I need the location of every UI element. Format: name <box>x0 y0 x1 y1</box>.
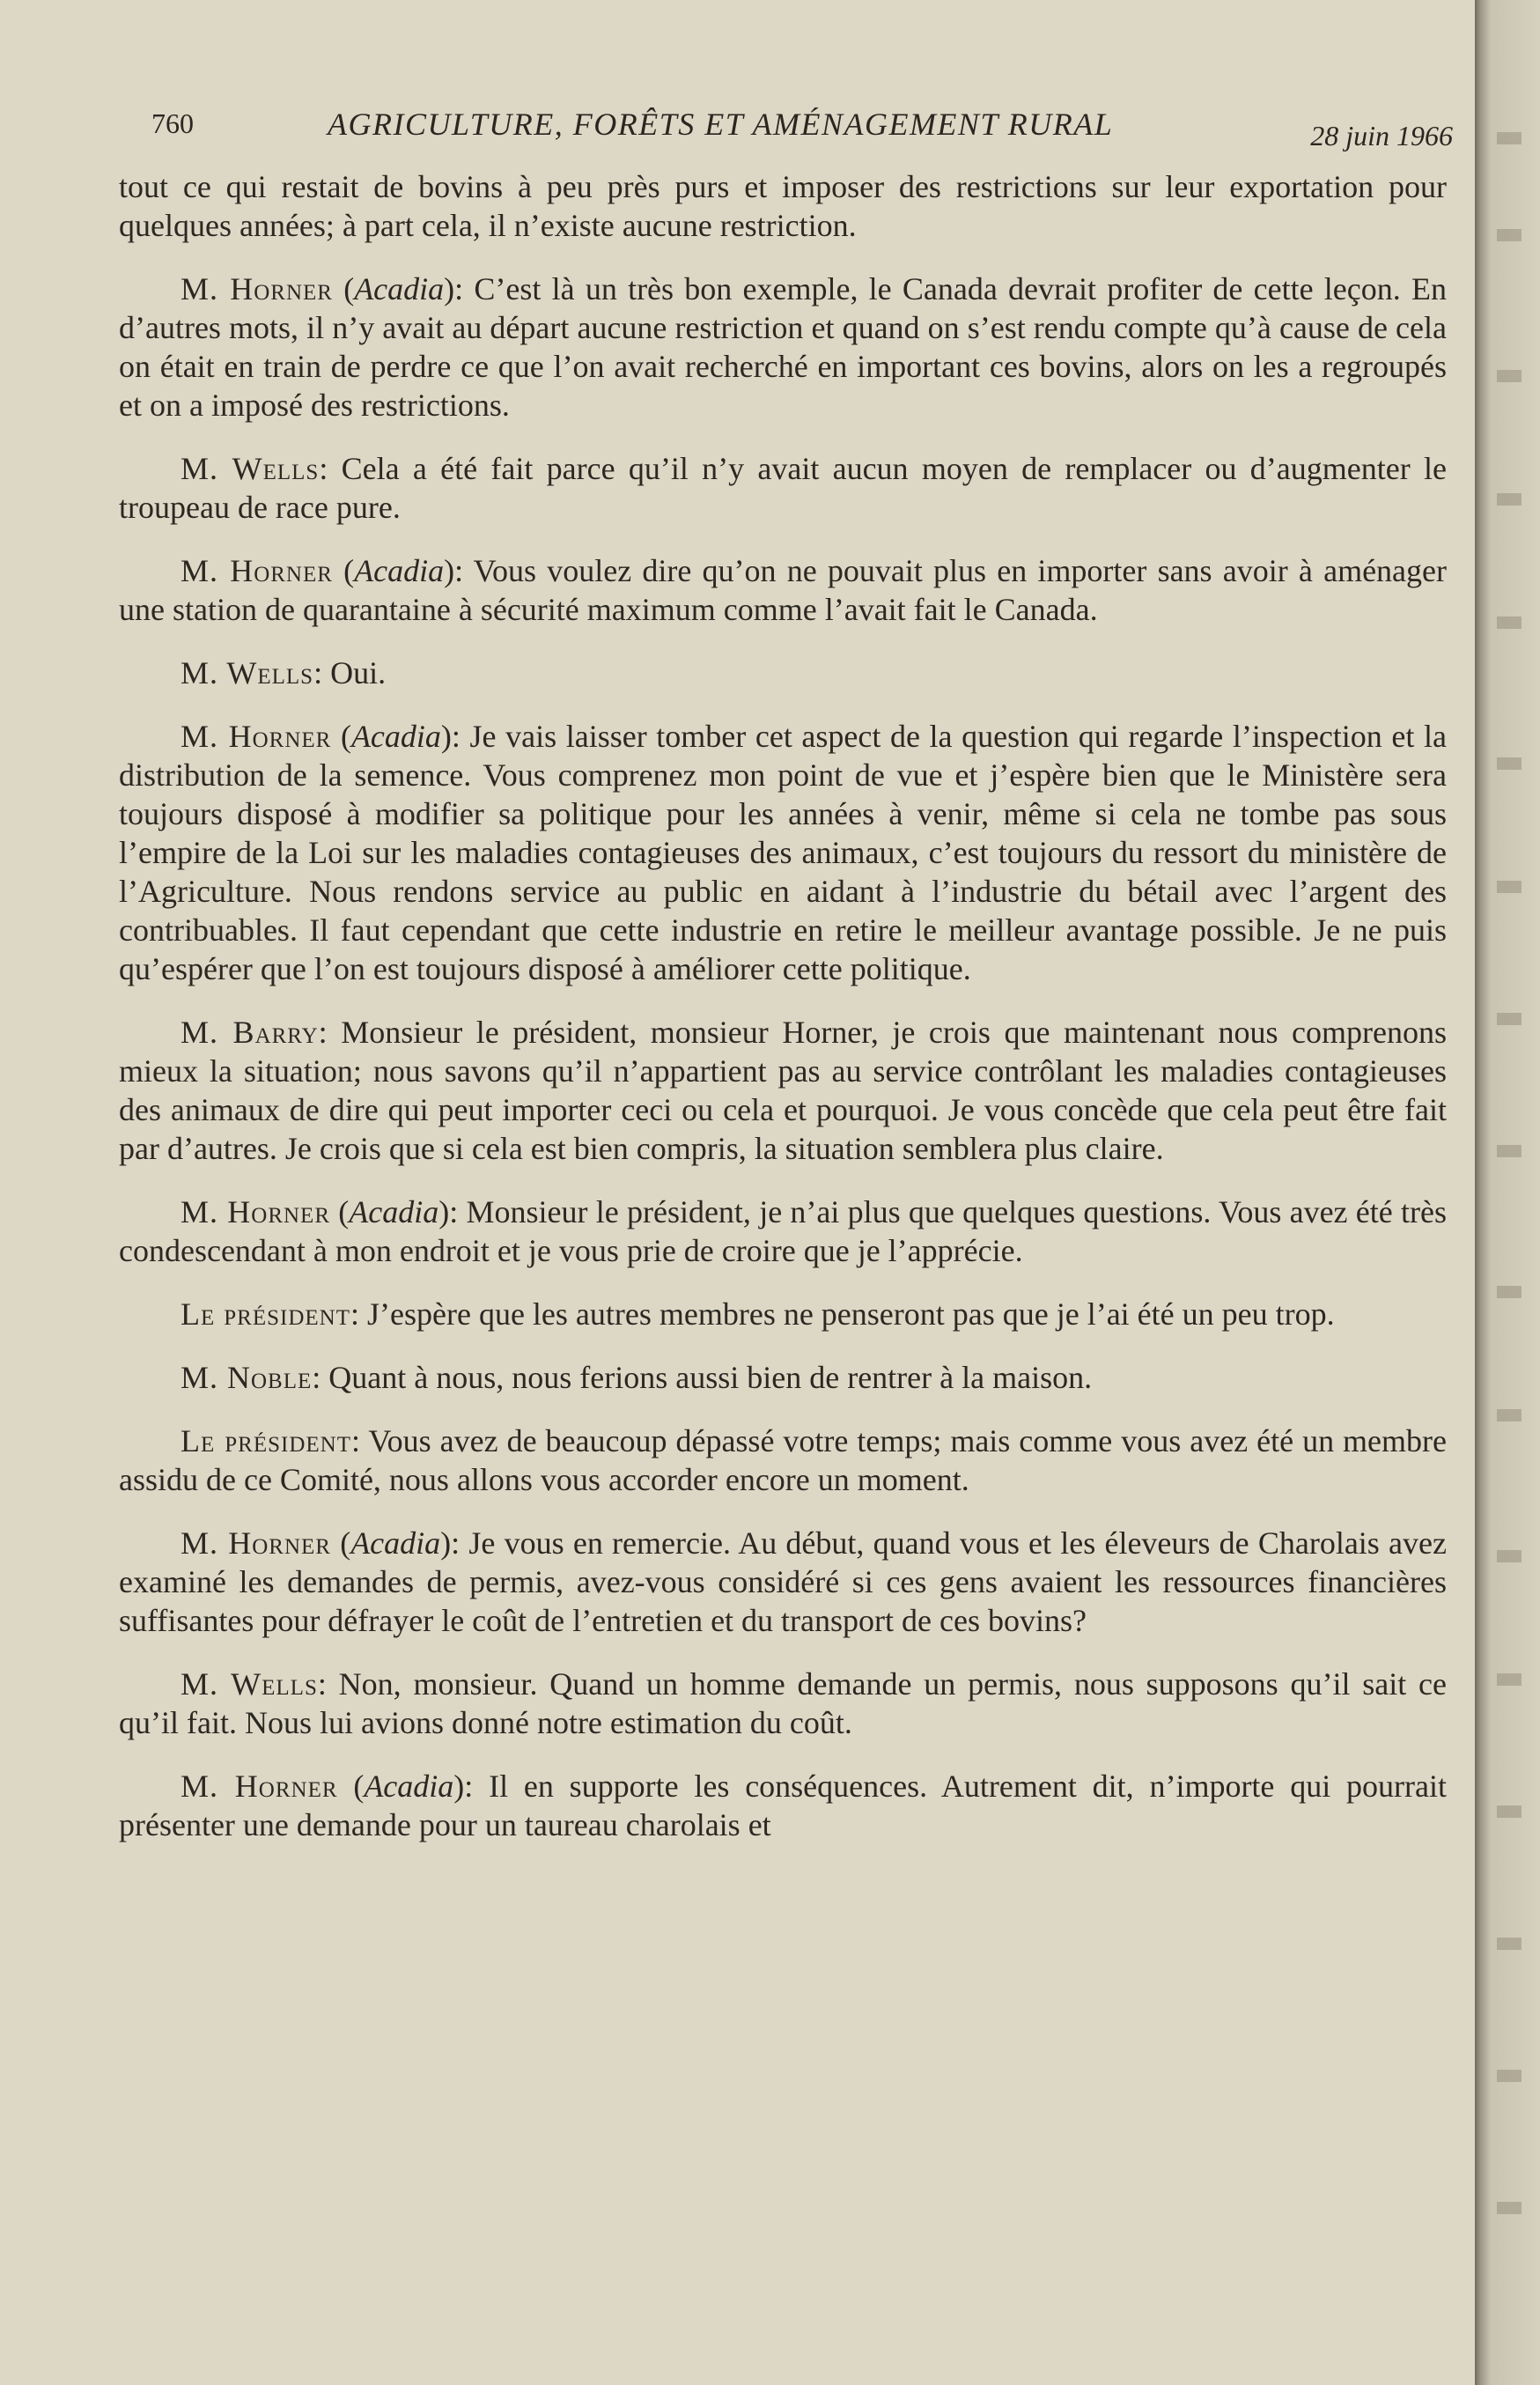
speaker-name: M. Wells <box>181 1666 318 1702</box>
bleed-through-mark <box>1497 1145 1522 1157</box>
speaker-name: Le président <box>181 1423 351 1458</box>
bleed-through-mark <box>1497 1409 1522 1421</box>
bleed-through-mark <box>1497 1013 1522 1025</box>
speaker-name: M. Horner <box>181 1525 331 1561</box>
paragraph-text: Je vous en remercie. Au début, quand vous et les éleveurs de Charolais avez examiné les demandes de permis, avez-vous considéré si ces gens avaient les ressources financières suffisantes pour défrayer le coût de l’entretien et du transport de ces bovins? <box>119 1525 1447 1638</box>
transcript-paragraph: M. Wells: Oui. <box>181 655 387 690</box>
transcript-paragraph: M. Horner (Acadia): Monsieur le président, je n’ai plus que quelques questions. Vous avez été très condescendant à mon endroit et je vous prie de croire que je l’apprécie. <box>119 1194 1447 1268</box>
paragraph-text: J’espère que les autres membres ne penseront pas que je l’ai été un peu trop. <box>367 1296 1335 1332</box>
bleed-through-mark <box>1497 1673 1522 1686</box>
bleed-through-mark <box>1497 132 1522 144</box>
paragraph-text: Monsieur le président, je n’ai plus que quelques questions. Vous avez été très condescendant à mon endroit et je vous prie de croire que je l’apprécie. <box>119 1194 1447 1268</box>
speaker-name: M. Noble <box>181 1360 313 1395</box>
transcript-paragraph: M. Noble: Quant à nous, nous ferions aussi bien de rentrer à la maison. <box>181 1360 1093 1395</box>
speaker-riding: Acadia <box>354 553 445 588</box>
speaker-name: M. Barry <box>181 1015 319 1050</box>
speaker-name: M. Wells <box>181 655 314 690</box>
transcript-paragraph: M. Wells: Non, monsieur. Quand un homme demande un permis, nous supposons qu’il sait ce qu’il fait. Nous lui avions donné notre estimation du coût. <box>119 1666 1447 1740</box>
transcript-paragraph: M. Horner (Acadia): C’est là un très bon exemple, le Canada devrait profiter de cette leçon. En d’autres mots, il n’y avait au départ aucune restriction et quand on s’est rendu compte qu’à cause de cela on était en train de perdre ce que l’on avait recherché en important ces bovins, alors on les a regroupés et on a imposé des restrictions. <box>119 271 1447 423</box>
paragraph-text: Je vais laisser tomber cet aspect de la question qui regarde l’inspection et la distribution de la semence. Vous comprenez mon point de vue et j’espère bien que le Ministère sera toujours disposé à modifier sa politique pour les années à venir, même si cela ne tombe pas sous l’empire de la Loi sur les maladies contagieuses des animaux, c’est toujours du ressort du ministère de l’Agriculture. Nous rendons service au public en aidant à l’industrie du bétail avec l’argent des contribuables. Il faut cependant que cette industrie en retire le meilleur avantage possible. Je ne puis qu’espérer que l’on est toujours disposé à améliorer cette politique. <box>119 719 1447 986</box>
speaker-riding: Acadia <box>350 1525 441 1561</box>
paragraph-text: Quant à nous, nous ferions aussi bien de rentrer à la maison. <box>328 1360 1093 1395</box>
transcript-paragraph: M. Wells: Cela a été fait parce qu’il n’y avait aucun moyen de remplacer ou d’augmenter le troupeau de race pure. <box>119 451 1447 525</box>
speaker-riding: Acadia <box>364 1768 454 1804</box>
bleed-through-mark <box>1497 1286 1522 1298</box>
transcript-paragraph: Le président: J’espère que les autres membres ne penseront pas que je l’ai été un peu trop. <box>181 1296 1335 1332</box>
transcript-paragraph: Le président: Vous avez de beaucoup dépassé votre temps; mais comme vous avez été un membre assidu de ce Comité, nous allons vous accorder encore un moment. <box>119 1423 1447 1497</box>
bleed-through-mark <box>1497 757 1522 770</box>
transcript-paragraph: M. Horner (Acadia): Je vais laisser tomber cet aspect de la question qui regarde l’inspection et la distribution de la semence. Vous comprenez mon point de vue et j’espère bien que le Ministère sera toujours disposé à modifier sa politique pour les années à venir, même si cela ne tombe pas sous l’empire de la Loi sur les maladies contagieuses des animaux, c’est toujours du ressort du ministère de l’Agriculture. Nous rendons service au public en aidant à l’industrie du bétail avec l’argent des contribuables. Il faut cependant que cette industrie en retire le meilleur avantage possible. Je ne puis qu’espérer que l’on est toujours disposé à améliorer cette politique. <box>119 719 1447 986</box>
speaker-name: Le président <box>181 1296 350 1332</box>
paragraph-text: Cela a été fait parce qu’il n’y avait aucun moyen de remplacer ou d’augmenter le troupeau de race pure. <box>119 451 1447 525</box>
speaker-riding: Acadia <box>349 1194 439 1229</box>
bleed-through-mark <box>1497 229 1522 241</box>
speaker-name: M. Horner <box>181 271 333 306</box>
paragraph-text: Vous voulez dire qu’on ne pouvait plus en importer sans avoir à aménager une station de quarantaine à sécurité maximum comme l’avait fait le Canada. <box>119 553 1447 627</box>
page-number: 760 <box>151 107 194 139</box>
paragraph-text: Monsieur le président, monsieur Horner, je crois que maintenant nous comprenons mieux la situation; nous savons qu’il n’appartient pas au service contrôlant les maladies contagieuses des animaux de dire qui peut importer ceci ou cela et pourquoi. Je vous concède que cela peut être fait par d’autres. Je crois que si cela est bien compris, la situation semblera plus claire. <box>119 1015 1447 1166</box>
bleed-through-mark <box>1497 617 1522 629</box>
header-title: AGRICULTURE, FORÊTS ET AMÉNAGEMENT RURAL <box>328 107 1114 142</box>
paragraph-text: tout ce qui restait de bovins à peu près purs et imposer des restrictions sur leur exportation pour quelques années; à part cela, il n’existe aucune restriction. <box>119 169 1447 243</box>
header-date: 28 juin 1966 <box>1310 120 1453 151</box>
bleed-through-mark <box>1497 493 1522 506</box>
transcript-paragraph: M. Horner (Acadia): Vous voulez dire qu’on ne pouvait plus en importer sans avoir à aménager une station de quarantaine à sécurité maximum comme l’avait fait le Canada. <box>119 553 1447 627</box>
paragraph-text: Oui. <box>330 655 387 690</box>
speaker-name: M. Horner <box>181 719 332 754</box>
facing-page-edge <box>1475 0 1540 2385</box>
transcript-body <box>119 167 1447 1869</box>
paragraph-text: C’est là un très bon exemple, le Canada devrait profiter de cette leçon. En d’autres mots, il n’y avait au départ aucune restriction et quand on s’est rendu compte qu’à cause de cela on était en train de perdre ce que l’on avait recherché en important ces bovins, alors on les a regroupés et on a imposé des restrictions. <box>119 271 1447 423</box>
speaker-riding: Acadia <box>354 271 445 306</box>
running-header <box>151 104 1453 157</box>
speaker-riding: Acadia <box>350 719 441 754</box>
transcript-paragraph: M. Barry: Monsieur le président, monsieur Horner, je crois que maintenant nous comprenons mieux la situation; nous savons qu’il n’appartient pas au service contrôlant les maladies contagieuses des animaux de dire qui peut importer ceci ou cela et pourquoi. Je vous concède que cela peut être fait par d’autres. Je crois que si cela est bien compris, la situation semblera plus claire. <box>119 1015 1447 1166</box>
paragraph-text: Non, monsieur. Quand un homme demande un permis, nous supposons qu’il sait ce qu’il fait. Nous lui avions donné notre estimation du coût. <box>119 1666 1447 1740</box>
speaker-name: M. Wells <box>181 451 320 486</box>
speaker-name: M. Horner <box>181 1768 338 1804</box>
bleed-through-mark <box>1497 1938 1522 1950</box>
bleed-through-mark <box>1497 2202 1522 2214</box>
paragraph-text: Vous avez de beaucoup dépassé votre temps; mais comme vous avez été un membre assidu de ce Comité, nous allons vous accorder encore un moment. <box>119 1423 1447 1497</box>
speaker-name: M. Horner <box>181 553 333 588</box>
bleed-through-mark <box>1497 2070 1522 2082</box>
transcript-paragraph: M. Horner (Acadia): Il en supporte les conséquences. Autrement dit, n’importe qui pourrait présenter une demande pour un taureau charolais et <box>119 1768 1447 1842</box>
bleed-through-mark <box>1497 881 1522 893</box>
paragraph-text: Il en supporte les conséquences. Autrement dit, n’importe qui pourrait présenter une demande pour un taureau charolais et <box>119 1768 1447 1842</box>
transcript-paragraph: M. Horner (Acadia): Je vous en remercie. Au début, quand vous et les éleveurs de Charolais avez examiné les demandes de permis, avez-vous considéré si ces gens avaient les ressources financières suffisantes pour défrayer le coût de l’entretien et du transport de ces bovins? <box>119 1525 1447 1638</box>
speaker-name: M. Horner <box>181 1194 330 1229</box>
bleed-through-mark <box>1497 1550 1522 1562</box>
bleed-through-mark <box>1497 370 1522 382</box>
bleed-through-mark <box>1497 1805 1522 1818</box>
transcript-paragraph <box>119 167 1447 245</box>
